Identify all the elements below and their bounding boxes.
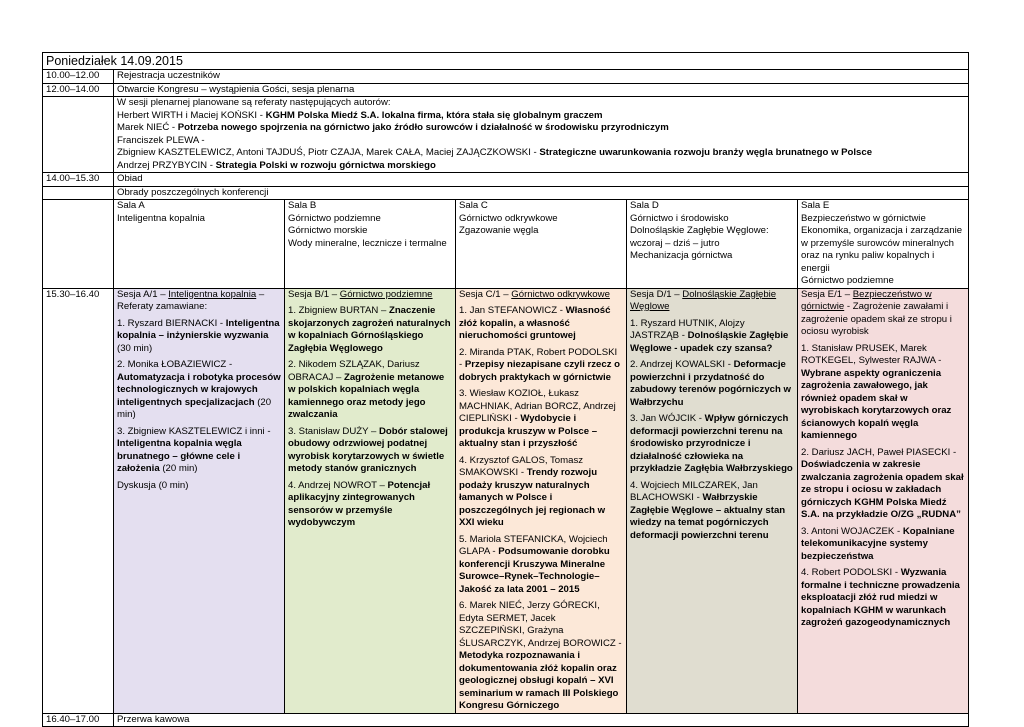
paper-item xyxy=(801,567,965,630)
paper-title: Doświadczenia w zakresie zwalczania zagrożenia opadem skał ze stropu i ociosu w zakładach górniczych KGHM Polska Miedź S.A. na przykładzie O/ZG „RUDNA” xyxy=(801,459,964,520)
paper-item xyxy=(630,413,794,476)
schedule-row xyxy=(43,83,969,97)
paper-authors: Dyskusja (0 min) xyxy=(117,479,189,491)
paper-item xyxy=(288,305,452,355)
paper-title: Wpływ górniczych deformacji powierzchni terenu na środowisko przyrodnicze i działalność człowieka na przykładzie Zagłębia Wałbrzyskiego xyxy=(630,413,793,474)
room-line: Górnictwo morskie xyxy=(288,225,368,236)
plenary-cell xyxy=(114,97,969,173)
session-title xyxy=(459,289,623,302)
sessions-row xyxy=(43,288,969,713)
paper-authors: 4. Robert PODOLSKI - xyxy=(801,567,901,578)
plenary-authors: Franciszek PLEWA - xyxy=(117,134,205,146)
session-cell xyxy=(285,288,456,713)
paper-authors: 6. Marek NIEĆ, Jerzy GÓRECKI, Edyta SERMET, Jacek SZCZEPIŃSKI, Grażyna ŚLUSARCZYK, Andrzej BOROWICZ - xyxy=(459,600,622,649)
rooms-row xyxy=(43,200,969,289)
room-line: Inteligentna kopalnia xyxy=(117,212,206,224)
plenary-title: Strategia Polski w rozwoju górnictwa morskiego xyxy=(215,159,436,171)
paper-title: Przepisy niezapisane czyli rzecz o dobrych praktykach w górnictwie xyxy=(459,359,621,383)
time-cell-empty xyxy=(43,186,114,200)
room-cell xyxy=(285,200,456,289)
paper-duration: (30 min) xyxy=(117,342,153,354)
paper-authors: 2. Andrzej KOWALSKI - xyxy=(630,359,734,370)
plenary-authors: Herbert WIRTH i Maciej KOŃSKI - xyxy=(117,109,266,121)
room-line: Górnictwo podziemne xyxy=(288,212,381,224)
schedule-row xyxy=(43,713,969,727)
time-cell: 15.30–16.40 xyxy=(43,288,114,713)
plenary-line xyxy=(117,110,965,123)
session-cell xyxy=(627,288,798,713)
paper-title: Deformacje powierzchni i przydatność do zabudowy terenów pogórniczych w Wałbrzychu xyxy=(630,359,791,408)
paper-item xyxy=(288,359,452,422)
plenary-line xyxy=(117,122,965,135)
schedule-row xyxy=(43,186,969,200)
paper-title: Potencjał aplikacyjny zintegrowanych sensorów w przemyśle wydobywczym xyxy=(288,479,431,528)
paper-item xyxy=(117,318,281,356)
plenary-authors: Andrzej PRZYBYCIN - xyxy=(117,159,216,171)
event-cell: Obiad xyxy=(114,173,969,187)
paper-title: Własność złóż kopalin, a własność nieruchomości gruntowej xyxy=(459,305,611,341)
paper-item xyxy=(459,388,623,451)
plenary-title: Potrzeba nowego spojrzenia na górnictwo jako źródło surowców i działalność w środowisku przyrodniczym xyxy=(177,122,669,133)
plenary-title: KGHM Polska Miedź S.A. lokalna firma, która stała się globalnym graczem xyxy=(265,109,603,121)
plenary-authors: Marek NIEĆ - xyxy=(117,122,178,133)
room-cell xyxy=(798,200,969,289)
session-prefix: Sesja D/1 – xyxy=(630,288,683,300)
room-cell xyxy=(627,200,798,289)
session-prefix: Sesja C/1 – xyxy=(459,288,512,300)
plenary-line xyxy=(117,135,965,148)
session-prefix: Sesja E/1 – xyxy=(801,288,853,300)
paper-authors: 3. Zbigniew KASZTELEWICZ i inni - xyxy=(117,425,271,437)
paper-authors: 4. Andrzej NOWROT – xyxy=(288,479,388,491)
time-cell: 10.00–12.00 xyxy=(43,70,114,84)
session-suffix: - Zagrożenie zawałami i zagrożenie opadem skał ze stropu i ociosu wyrobisk xyxy=(801,301,952,337)
paper-authors: 1. Stanisław PRUSEK, Marek ROTKEGEL, Sylwester RAJWA - xyxy=(801,342,942,366)
schedule-row xyxy=(43,173,969,187)
paper-title: Inteligentna kopalnia – inżynierskie wyzwania xyxy=(117,317,280,341)
plenary-line xyxy=(117,160,965,173)
paper-item xyxy=(459,347,623,385)
time-cell: 14.00–15.30 xyxy=(43,173,114,187)
room-line: Górnictwo odkrywkowe xyxy=(459,212,558,224)
plenary-lines xyxy=(117,110,965,173)
session-name: Bezpieczeństwo w górnictwie xyxy=(801,288,932,312)
time-cell: 16.40–17.00 xyxy=(43,713,114,727)
room-line: Górnictwo i środowisko xyxy=(630,212,729,224)
paper-item xyxy=(630,318,794,356)
paper-authors: 2. Dariusz JACH, Paweł PIASECKI - xyxy=(801,446,957,458)
paper-authors: 3. Antoni WOJACZEK - xyxy=(801,525,903,537)
paper-authors: 1. Jan STEFANOWICZ - xyxy=(459,305,566,316)
paper-authors: 2. Monika ŁOBAZIEWICZ - xyxy=(117,359,233,370)
paper-item xyxy=(630,480,794,543)
room-line: Bezpieczeństwo w górnictwie xyxy=(801,212,926,224)
paper-title: Dolnośląskie Zagłębie Węglowe - upadek czy szansa? xyxy=(630,330,789,354)
paper-title: Podsumowanie dorobku konferencji Kruszywa Mineralne Surowce–Rynek–Technologie–Jakość za lata 2001 – 2015 xyxy=(459,546,610,595)
session-title xyxy=(801,289,965,339)
paper-item xyxy=(459,455,623,530)
paper-authors: 2. Miranda PTAK, Robert PODOLSKI - xyxy=(459,346,618,370)
session-cell xyxy=(114,288,285,713)
paper-item xyxy=(801,447,965,522)
paper-authors: 2. Nikodem SZLĄZAK, Dariusz OBRACAJ – xyxy=(288,359,420,383)
room-cell xyxy=(114,200,285,289)
time-cell: 12.00–14.00 xyxy=(43,83,114,97)
paper-item xyxy=(117,480,281,493)
room-line: Górnictwo podziemne xyxy=(801,275,894,286)
session-suffix: – Referaty zamawiane: xyxy=(117,288,265,312)
room-line: Sala A xyxy=(117,200,145,211)
session-title xyxy=(117,289,281,314)
room-cell xyxy=(456,200,627,289)
room-line: Mechanizacja górnictwa xyxy=(630,250,733,261)
plenary-title: Strategiczne uwarunkowania rozwoju branży węgla brunatnego w Polsce xyxy=(539,147,873,158)
session-title xyxy=(288,289,452,302)
schedule-row xyxy=(43,70,969,84)
session-name: Inteligentna kopalnia xyxy=(168,288,257,300)
paper-duration: (20 min) xyxy=(117,396,272,420)
paper-authors: 4. Krzysztof GALOS, Tomasz SMAKOWSKI - xyxy=(459,454,584,478)
room-line: Ekonomika, organizacja i zarządzanie w przemyśle surowców mineralnych oraz na rynku paliw kopalnych i energii xyxy=(801,225,963,274)
session-cell xyxy=(456,288,627,713)
time-cell-empty xyxy=(43,97,114,173)
plenary-intro: W sesji plenarnej planowane są referaty następujących autorów: xyxy=(117,97,391,108)
room-line: Zgazowanie węgla xyxy=(459,225,539,236)
time-cell-empty xyxy=(43,200,114,289)
paper-authors: 3. Stanisław DUŻY – xyxy=(288,425,379,437)
session-name: Górnictwo podziemne xyxy=(339,288,433,300)
paper-title: Dobór stalowej obudowy odrzwiowej podatnej wyrobisk korytarzowych w świetle metody stanów granicznych xyxy=(288,425,448,474)
room-line: Dolnośląskie Zagłębie Węglowe: wczoraj – dziś – jutro xyxy=(630,225,769,249)
room-line: Sala D xyxy=(630,200,659,211)
event-cell: Otwarcie Kongresu – wystąpienia Gości, sesja plenarna xyxy=(114,83,969,97)
paper-item xyxy=(288,480,452,530)
event-cell: Obrady poszczególnych konferencji xyxy=(114,186,969,200)
event-cell: Rejestracja uczestników xyxy=(114,70,969,84)
room-line: Sala B xyxy=(288,200,317,211)
room-line: Wody mineralne, lecznicze i termalne xyxy=(288,237,447,249)
day-header-row xyxy=(43,53,969,70)
paper-title: Wyzwania formalne i techniczne prowadzenia eksploatacji złóż rud miedzi w kopalniach KGHM w warunkach zagrożeń gazogeodynamicznych xyxy=(801,567,960,628)
paper-authors: 1. Ryszard HUTNIK, Alojzy JASTRZĄB - xyxy=(630,317,745,341)
plenary-line xyxy=(117,147,965,160)
session-prefix: Sesja A/1 – xyxy=(117,288,169,300)
room-line: Sala C xyxy=(459,200,488,211)
paper-item xyxy=(459,305,623,343)
paper-item xyxy=(117,359,281,422)
session-name: Górnictwo odkrywkowe xyxy=(511,288,610,300)
paper-authors: 3. Wiesław KOZIOŁ, Łukasz MACHNIAK, Adrian BORCZ, Andrzej CIEPLIŃSKI - xyxy=(459,388,616,424)
session-cell xyxy=(798,288,969,713)
paper-title: Metodyka rozpoznawania i dokumentowania złóż kopalin oraz geologicznej obsługi kopalń – XVI seminarium w ramach III Polskiego Kongresu Górniczego xyxy=(459,650,619,711)
paper-title: Zagrożenie metanowe w polskich kopalniach węgla kamiennego oraz metody jego zwalczania xyxy=(288,371,445,420)
paper-item xyxy=(801,343,965,443)
paper-title: Wałbrzyskie Zagłębie Węglowe – aktualny stan wiedzy na temat pogórniczych deformacji powierzchni terenu xyxy=(630,492,786,541)
plenary-authors: Zbigniew KASZTELEWICZ, Antoni TAJDUŚ, Piotr CZAJA, Marek CAŁA, Maciej ZAJĄCZKOWSKI - xyxy=(117,147,540,158)
session-prefix: Sesja B/1 – xyxy=(288,288,340,300)
session-name: Dolnośląskie Zagłębie Węglowe xyxy=(630,288,777,312)
paper-item xyxy=(117,426,281,476)
schedule-table xyxy=(42,52,969,727)
paper-authors: 5. Mariola STEFANICKA, Wojciech GLAPA - xyxy=(459,533,608,557)
paper-title: Automatyzacja i robotyka procesów technologicznych w krajowych inteligentnych specjalizacjach xyxy=(117,371,281,408)
session-title xyxy=(630,289,794,314)
paper-item xyxy=(288,426,452,476)
paper-authors: 1. Ryszard BIERNACKI - xyxy=(117,317,226,329)
paper-authors: 3. Jan WÓJCIK - xyxy=(630,413,705,424)
paper-title: Kopalniane telekomunikacyjne systemy bezpieczeństwa xyxy=(801,525,955,562)
paper-duration: (20 min) xyxy=(159,463,198,474)
paper-item xyxy=(459,534,623,597)
paper-authors: 4. Wojciech MILCZAREK, Jan BLACHOWSKI - xyxy=(630,479,758,503)
paper-title: Znaczenie skojarzonych zagrożeń naturalnych w kopalniach Górnośląskiego Zagłębia Węglowego xyxy=(288,305,451,354)
paper-title: Wybrane aspekty ograniczenia zagrożenia zawałowego, jak również opadem skał w wyrobiskach korytarzowych oraz ścianowych kopalń węgla kamiennego xyxy=(801,367,952,441)
plenary-row xyxy=(43,97,969,173)
day-title: Poniedziałek 14.09.2015 xyxy=(43,53,969,70)
paper-item xyxy=(630,359,794,409)
paper-title: Inteligentna kopalnia węgla brunatnego – główne cele i założenia xyxy=(117,438,242,474)
paper-title: Wydobycie i produkcja kruszyw w Polsce – aktualny stan i przyszłość xyxy=(459,413,598,449)
room-line: Sala E xyxy=(801,200,830,211)
paper-item xyxy=(459,600,623,713)
paper-item xyxy=(801,526,965,564)
event-cell: Przerwa kawowa xyxy=(114,713,969,727)
paper-authors: 1. Zbigniew BURTAN – xyxy=(288,305,389,316)
paper-title: Trendy rozwoju podaży kruszyw naturalnych łamanych w Polsce i poszczególnych jej regionach w XXI wieku xyxy=(459,467,606,528)
